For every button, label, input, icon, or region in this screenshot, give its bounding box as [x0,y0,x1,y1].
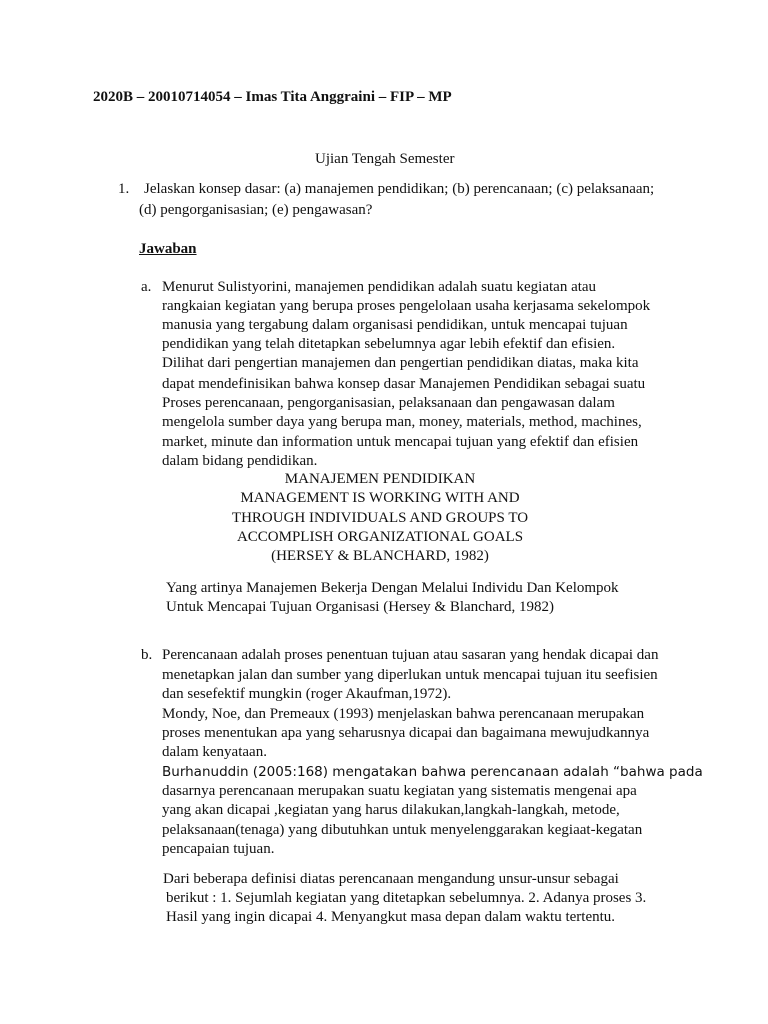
item-b-line: proses menentukan apa yang seharusnya dicapai dan bagaimana mewujudkannya [162,725,650,741]
item-b-line: Perencanaan adalah proses penentuan tujuan atau sasaran yang hendak dicapai dan [162,647,659,663]
page-title: Ujian Tengah Semester [315,151,455,167]
item-b-line: dan sesefektif mungkin (roger Akaufman,1972). [162,686,452,702]
translation-line: Untuk Mencapai Tujuan Organisasi (Hersey & Blanchard, 1982) [166,599,554,615]
item-b-line: pelaksanaan(tenaga) yang dibutuhkan untuk menyelenggarakan kegiaat-kegatan [162,822,643,838]
item-a-line: dalam bidang pendidikan. [162,453,318,469]
quote-line: (HERSEY & BLANCHARD, 1982) [271,548,489,564]
item-a-line: dapat mendefinisikan bahwa konsep dasar Manajemen Pendidikan sebagai suatu [162,376,646,392]
summary-line: Hasil yang ingin dicapai 4. Menyangkut masa depan dalam waktu tertentu. [166,909,616,925]
item-b-burhanuddin-line: Burhanuddin (2005:168) mengatakan bahwa perencanaan adalah “bahwa pada [162,764,703,780]
translation-line: Yang artinya Manajemen Bekerja Dengan Melalui Individu Dan Kelompok [166,580,619,596]
item-a-line: mengelola sumber daya yang berupa man, money, materials, method, machines, [162,414,642,430]
item-a-line: market, minute dan information untuk mencapai tujuan yang efektif dan efisien [162,434,639,450]
quote-line: THROUGH INDIVIDUALS AND GROUPS TO [231,510,529,526]
answer-heading: Jawaban [139,241,197,257]
item-b-line: dasarnya perencanaan merupakan suatu kegiatan yang sistematis mengenai apa [162,783,637,799]
summary-line: Dari beberapa definisi diatas perencanaan mengandung unsur-unsur sebagai [163,871,619,887]
item-a-line: rangkaian kegiatan yang berupa proses pengelolaan usaha kerjasama sekelompok [162,298,651,314]
item-b-marker: b. [141,647,153,663]
item-a-line: pendidikan yang telah ditetapkan sebelumnya agar lebih efektif dan efisien. [162,336,616,352]
item-b-line: pencapaian tujuan. [162,841,275,857]
student-header: 2020B – 20010714054 – Imas Tita Anggraini – FIP – MP [93,89,452,105]
question-line-2: (d) pengorganisasian; (e) pengawasan? [139,202,373,218]
quote-line: MANAGEMENT IS WORKING WITH AND [240,490,520,506]
item-b-line: menetapkan jalan dan sumber yang diperlukan untuk mencapai tujuan itu seefisien [162,667,658,683]
question-number: 1. [118,181,130,197]
quote-line: MANAJEMEN PENDIDIKAN [284,471,476,487]
question-line-1: Jelaskan konsep dasar: (a) manajemen pendidikan; (b) perencanaan; (c) pelaksanaan; [144,181,655,197]
item-b-line: yang akan dicapai ,kegiatan yang harus dilakukan,langkah-langkah, metode, [162,802,620,818]
item-a-line: Proses perencanaan, pengorganisasian, pelaksanaan dan pengawasan dalam [162,395,615,411]
summary-line: berikut : 1. Sejumlah kegiatan yang ditetapkan sebelumnya. 2. Adanya proses 3. [166,890,647,906]
quote-line: ACCOMPLISH ORGANIZATIONAL GOALS [236,529,524,545]
item-b-line: dalam kenyataan. [162,744,267,760]
item-a-line: Menurut Sulistyorini, manajemen pendidikan adalah suatu kegiatan atau [162,279,597,295]
item-a-marker: a. [141,279,152,295]
item-a-line: manusia yang tergabung dalam organisasi pendidikan, untuk mencapai tujuan [162,317,628,333]
item-a-line: Dilihat dari pengertian manajemen dan pengertian pendidikan diatas, maka kita [162,355,639,371]
item-b-line: Mondy, Noe, dan Premeaux (1993) menjelaskan bahwa perencanaan merupakan [162,706,645,722]
